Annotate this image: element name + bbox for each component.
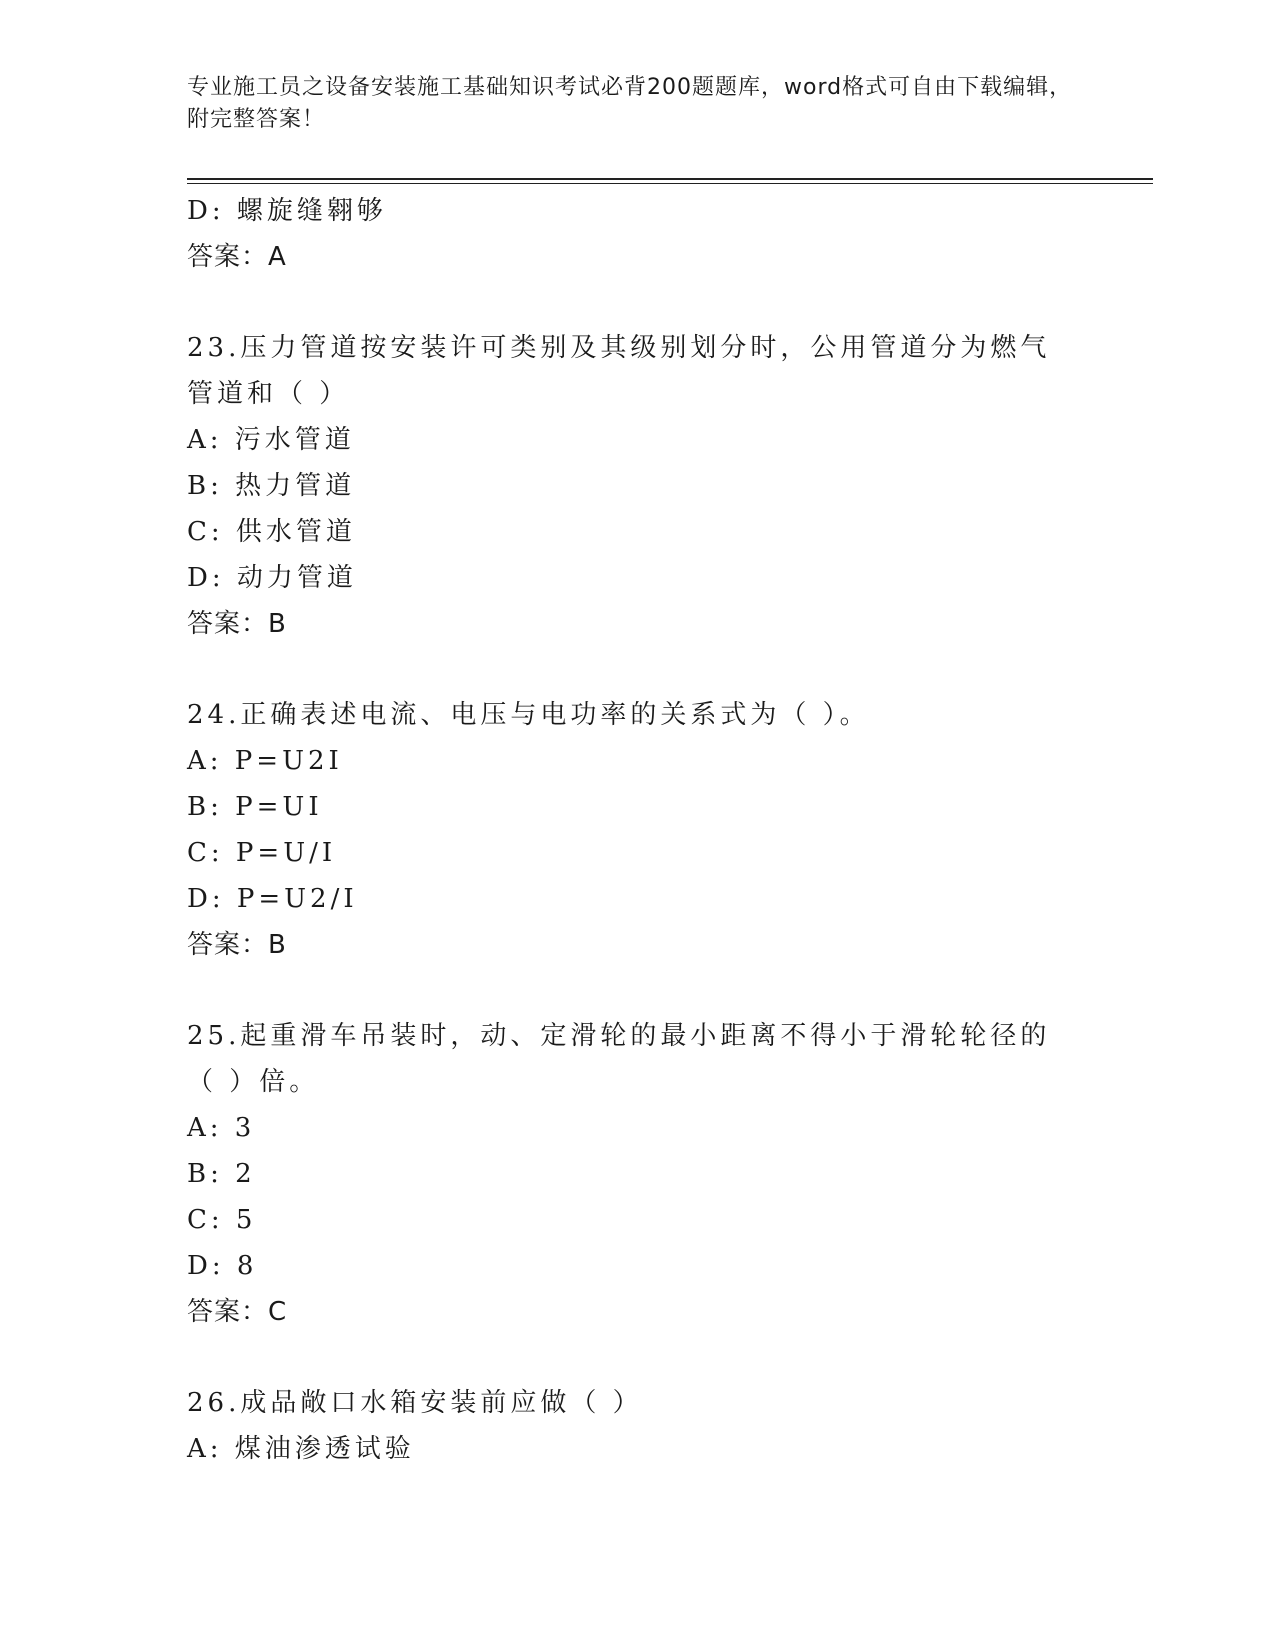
question-text: 24.正确表述电流、电压与电功率的关系式为（ ）。: [187, 700, 870, 730]
option-b: B: 2: [187, 1159, 256, 1189]
option-b: B: 热力管道: [187, 471, 356, 501]
question-23: [187, 325, 1087, 647]
question-list: [187, 188, 1087, 1472]
option-c: C: 5: [187, 1205, 257, 1235]
option-b: B: P=UI: [187, 792, 323, 822]
question-text: 25.起重滑车吊装时，动、定滑轮的最小距离不得小于滑轮轮径的（ ）倍。: [187, 1021, 1051, 1097]
question-text: 23.压力管道按安装许可类别及其级别划分时，公用管道分为燃气管道和（ ）: [187, 333, 1051, 409]
header-divider-thin: [187, 183, 1153, 184]
question-24: [187, 692, 1087, 968]
option-a: A: 煤油渗透试验: [187, 1434, 415, 1464]
option-a: A: 3: [187, 1113, 256, 1143]
option-a: A: P=U2I: [187, 746, 343, 776]
answer-line: 答案：A: [187, 242, 287, 272]
question-text: 26.成品敞口水箱安装前应做（ ）: [187, 1388, 643, 1418]
answer-line: 答案：B: [187, 609, 287, 639]
question-25: [187, 1013, 1087, 1335]
header-divider: [187, 178, 1153, 180]
option-d: D: 螺旋缝翱够: [187, 196, 387, 226]
option-d: D: 8: [187, 1251, 258, 1281]
option-d: D: P=U2/I: [187, 884, 358, 914]
header-title: 专业施工员之设备安装施工基础知识考试必背200题题库，word格式可自由下载编辑，附完整答案！: [187, 75, 1073, 132]
option-c: C: 供水管道: [187, 517, 356, 547]
answer-line: 答案：C: [187, 1297, 288, 1327]
answer-line: 答案：B: [187, 930, 287, 960]
previous-question-tail: [187, 188, 1087, 280]
option-d: D: 动力管道: [187, 563, 357, 593]
option-c: C: P=U/I: [187, 838, 337, 868]
document-header: [187, 72, 1087, 136]
option-a: A: 污水管道: [187, 425, 355, 455]
question-26: [187, 1380, 1087, 1472]
